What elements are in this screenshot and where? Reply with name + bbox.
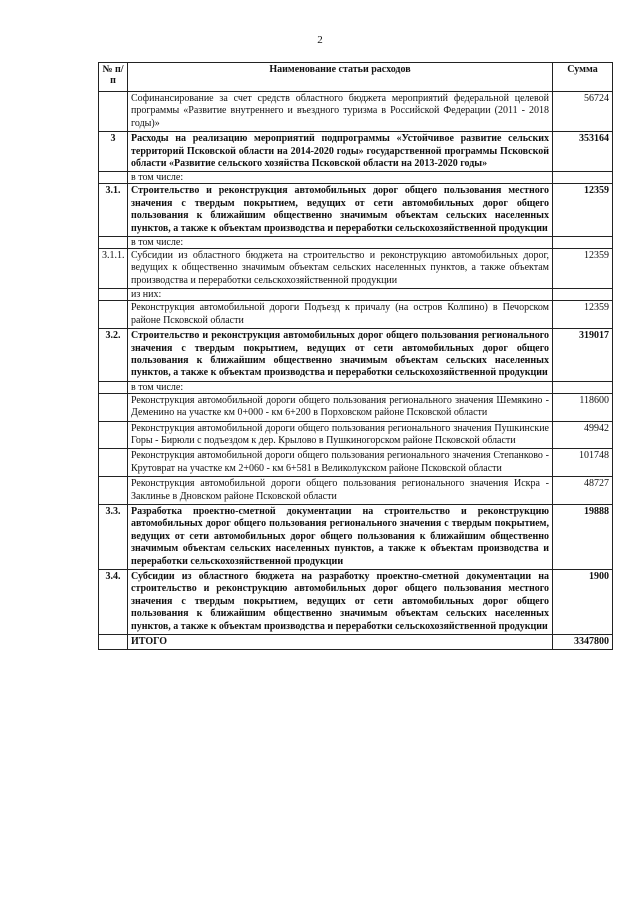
row-number: 3.1.1. (99, 249, 128, 289)
table-row (99, 381, 613, 393)
total-label: ИТОГО (128, 635, 553, 650)
row-number: 3.1. (99, 184, 128, 237)
table-row (99, 504, 613, 569)
row-sum: 353164 (553, 132, 613, 172)
row-sum: 56724 (553, 92, 613, 132)
row-name: Реконструкция автомобильной дороги общего пользования регионального значения Степанково - Крутоврат на участке км 2+060 - км 6+581 в Великолукском районе Псковской области (128, 449, 553, 477)
table-row (99, 172, 613, 184)
row-name: Субсидии из областного бюджета на строительство и реконструкцию автомобильных дорог, ведущих к общественно значимым объектам сельских населенных пунктов, а также объектам производства и переработки сельскохозяйственной продукции (128, 249, 553, 289)
row-sum: 12359 (553, 301, 613, 329)
row-name: Субсидии из областного бюджета на разработку проектно-сметной документации на строительство и реконструкцию автомобильных дорог общего пользования местного значения с твердым покрытием, ведущих от сети автомобильных дорог общего пользования к ближайшим общественно значимым объектам сельских населенных пунктов, а также к объектам производства и переработки сельскохозяйственной продукции (128, 570, 553, 635)
row-name: в том числе: (128, 172, 553, 184)
row-sum: 101748 (553, 449, 613, 477)
row-name: в том числе: (128, 381, 553, 393)
table-header-row (99, 63, 613, 92)
table-row (99, 237, 613, 249)
row-name: из них: (128, 289, 553, 301)
row-name: Реконструкция автомобильной дороги общего пользования регионального значения Искра - Заклинье в Дновском районе Псковской области (128, 477, 553, 505)
table-row (99, 329, 613, 382)
row-number (99, 289, 128, 301)
table-row (99, 570, 613, 635)
table-row (99, 184, 613, 237)
row-number (99, 393, 128, 421)
row-name: Реконструкция автомобильной дороги общего пользования регионального значения Пушкинские Горы - Бирюли с подъездом к дер. Крылово в Пушкиногорском районе Псковской области (128, 421, 553, 449)
row-name: Реконструкция автомобильной дороги общего пользования регионального значения Шемякино - Деменино на участке км 0+000 - км 6+200 в Порховском районе Псковской области (128, 393, 553, 421)
row-number (99, 421, 128, 449)
total-sum: 3347800 (553, 635, 613, 650)
row-name: Расходы на реализацию мероприятий подпрограммы «Устойчивое развитие сельских территорий Псковской области на 2014-2020 годы» государственной программы Псковской области «Развитие сельского хозяйства Псковской области на 2013-2020 годы» (128, 132, 553, 172)
header-sum: Сумма (553, 63, 613, 92)
table-row (99, 132, 613, 172)
table-row (99, 301, 613, 329)
total-row (99, 635, 613, 650)
table-row (99, 249, 613, 289)
row-sum: 12359 (553, 184, 613, 237)
row-name: Разработка проектно-сметной документации на строительство и реконструкцию автомобильных дорог общего пользования регионального значения с твердым покрытием, ведущих от сети автомобильных дорог общего пользования к ближайшим общественно значимым объектам сельских населенных пунктов, а также к объектам производства и переработки сельскохозяйственной продукции (128, 504, 553, 569)
table-row (99, 449, 613, 477)
row-sum (553, 172, 613, 184)
row-number (99, 477, 128, 505)
total-number (99, 635, 128, 650)
row-sum: 118600 (553, 393, 613, 421)
row-sum: 12359 (553, 249, 613, 289)
row-sum (553, 381, 613, 393)
table-row (99, 421, 613, 449)
row-sum: 319017 (553, 329, 613, 382)
row-name: Строительство и реконструкция автомобильных дорог общего пользования регионального значения с твердым покрытием, ведущих от сети автомобильных дорог общего пользования к ближайшим общественно значимым объектам сельских населенных пунктов, а также к объектам производства и переработки сельскохозяйственной продукции (128, 329, 553, 382)
table-row (99, 393, 613, 421)
row-name: Софинансирование за счет средств областного бюджета мероприятий федеральной целевой программы «Развитие внутреннего и въездного туризма в Российской Федерации (2011 - 2018 годы)» (128, 92, 553, 132)
page-number: 2 (317, 34, 323, 46)
header-num: № п/п (99, 63, 128, 92)
row-sum: 48727 (553, 477, 613, 505)
row-name: в том числе: (128, 237, 553, 249)
table-row (99, 289, 613, 301)
row-number (99, 92, 128, 132)
row-number: 3 (99, 132, 128, 172)
row-number: 3.2. (99, 329, 128, 382)
expenses-table (98, 62, 613, 650)
row-name: Строительство и реконструкция автомобильных дорог общего пользования местного значения с твердым покрытием, ведущих от сети автомобильных дорог общего пользования к ближайшим общественно значимым объектам сельских населенных пунктов, а также к объектам производства и переработки сельскохозяйственной продукции (128, 184, 553, 237)
row-number: 3.4. (99, 570, 128, 635)
row-sum: 49942 (553, 421, 613, 449)
row-sum (553, 289, 613, 301)
row-number (99, 301, 128, 329)
row-number (99, 237, 128, 249)
table-row (99, 477, 613, 505)
row-number (99, 381, 128, 393)
row-number (99, 449, 128, 477)
header-name: Наименование статьи расходов (128, 63, 553, 92)
row-name: Реконструкция автомобильной дороги Подъезд к причалу (на остров Колпино) в Печорском районе Псковской области (128, 301, 553, 329)
row-number: 3.3. (99, 504, 128, 569)
row-sum: 19888 (553, 504, 613, 569)
row-sum: 1900 (553, 570, 613, 635)
table-row (99, 92, 613, 132)
row-number (99, 172, 128, 184)
row-sum (553, 237, 613, 249)
